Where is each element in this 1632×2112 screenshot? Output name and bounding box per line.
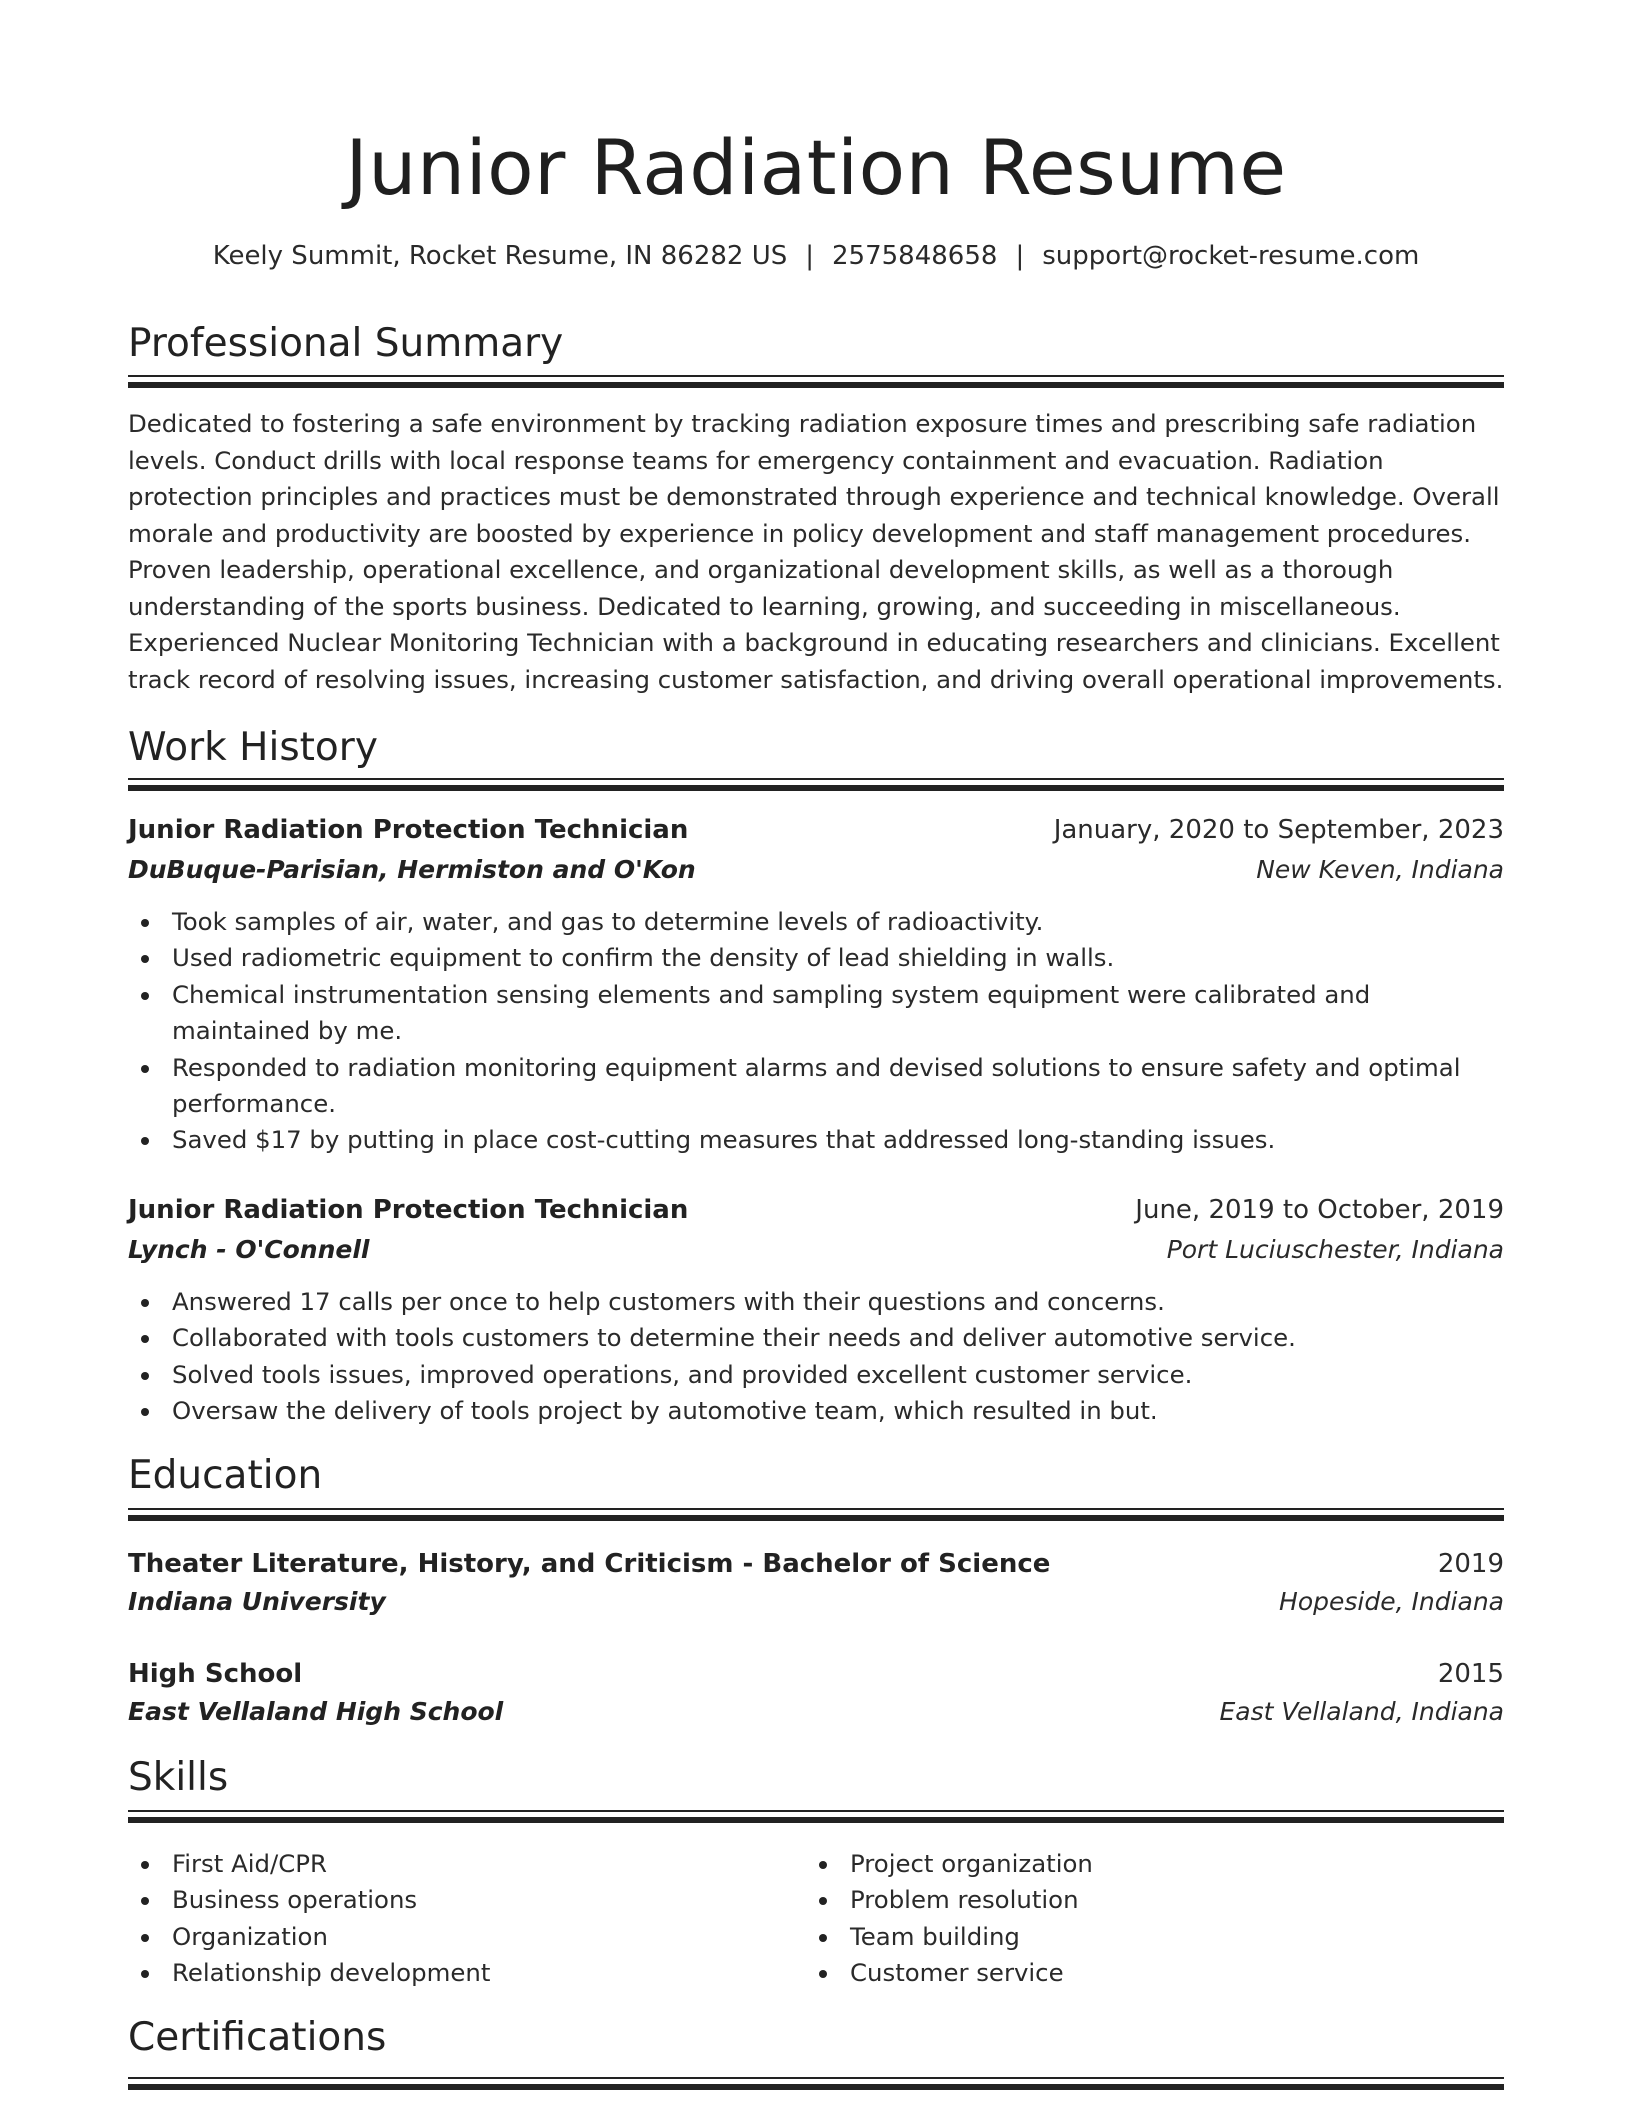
skill-item: Relationship development	[172, 1955, 808, 1991]
education-subheader	[128, 1692, 1504, 1732]
list-item: Collaborated with tools customers to determine their needs and deliver automotive service.	[172, 1320, 1504, 1356]
list-item: Chemical instrumentation sensing elements and sampling system equipment were calibrated and maintained by me.	[172, 977, 1504, 1050]
summary-text: Dedicated to fostering a safe environment by tracking radiation exposure times and prescribing safe radiation levels. Conduct drills with local response teams for emergency containment and evacuation. Radiation protection principles and practices must be demonstrated through experience and technical knowledge. Overall morale and productivity are boosted by experience in policy development and staff management procedures. Proven leadership, operational excellence, and organizational development skills, as well as a thorough understanding of the sports business. Dedicated to learning, growing, and succeeding in miscellaneous. Experienced Nuclear Monitoring Technician with a background in educating researchers and clinicians. Excellent track record of resolving issues, increasing customer satisfaction, and driving overall operational improvements.	[128, 409, 1504, 694]
section-heading-certifications: Certifications	[128, 2015, 387, 2060]
section-divider	[128, 1508, 1504, 1521]
skill-item: Customer service	[850, 1955, 1504, 1991]
job-title: Junior Radiation Protection Technician	[128, 815, 689, 845]
list-item: Used radiometric equipment to confirm the density of lead shielding in walls.	[172, 940, 1504, 976]
section-divider	[128, 778, 1504, 791]
skill-item: Organization	[172, 1919, 808, 1955]
education-school: Indiana University	[128, 1587, 386, 1616]
job-location: New Keven, Indiana	[1256, 855, 1504, 884]
education-header	[128, 1654, 1504, 1694]
education-location: Hopeside, Indiana	[1279, 1587, 1504, 1616]
skill-item: Project organization	[850, 1846, 1504, 1882]
list-item: Saved $17 by putting in place cost-cutting measures that addressed long-standing issues.	[172, 1122, 1504, 1158]
job-dates: June, 2019 to October, 2019	[1135, 1195, 1504, 1225]
list-item: Responded to radiation monitoring equipment alarms and devised solutions to ensure safety and optimal performance.	[172, 1050, 1504, 1123]
education-header	[128, 1544, 1504, 1584]
section-heading-summary: Professional Summary	[128, 321, 564, 366]
contact-separator: |	[805, 241, 815, 271]
skills-list-right	[806, 1846, 1504, 1992]
job-employer: DuBuque-Parisian, Hermiston and O'Kon	[128, 855, 696, 884]
skill-item: Business operations	[172, 1882, 808, 1918]
contact-separator: |	[1015, 241, 1025, 271]
list-item: Oversaw the delivery of tools project by automotive team, which resulted in but.	[172, 1393, 1504, 1429]
education-year: 2015	[1437, 1659, 1504, 1689]
list-item: Solved tools issues, improved operations, and provided excellent customer service.	[172, 1357, 1504, 1393]
skill-item: Problem resolution	[850, 1882, 1504, 1918]
education-degree: High School	[128, 1659, 303, 1689]
job-header	[128, 810, 1504, 850]
job-title: Junior Radiation Protection Technician	[128, 1195, 689, 1225]
contact-address: Keely Summit, Rocket Resume, IN 86282 US	[212, 241, 788, 271]
job-dates: January, 2020 to September, 2023	[1053, 815, 1504, 845]
skills-list-left	[128, 1846, 808, 1992]
job-employer: Lynch - O'Connell	[128, 1235, 370, 1264]
education-school: East Vellaland High School	[128, 1697, 504, 1726]
job-bullets	[128, 904, 1504, 1159]
education-location: East Vellaland, Indiana	[1219, 1697, 1504, 1726]
contact-line	[128, 236, 1504, 276]
contact-phone: 2575848658	[832, 241, 998, 271]
job-bullets	[128, 1284, 1504, 1430]
section-divider	[128, 1810, 1504, 1823]
section-heading-skills: Skills	[128, 1755, 229, 1800]
section-divider	[128, 2077, 1504, 2090]
job-subheader	[128, 850, 1504, 890]
job-header	[128, 1190, 1504, 1230]
education-degree: Theater Literature, History, and Criticism - Bachelor of Science	[128, 1549, 1051, 1579]
list-item: Took samples of air, water, and gas to determine levels of radioactivity.	[172, 904, 1504, 940]
skill-item: Team building	[850, 1919, 1504, 1955]
list-item: Answered 17 calls per once to help customers with their questions and concerns.	[172, 1284, 1504, 1320]
job-location: Port Luciuschester, Indiana	[1166, 1235, 1504, 1264]
resume-title: Junior Radiation Resume	[345, 123, 1287, 212]
section-heading-work-history: Work History	[128, 725, 378, 770]
education-subheader	[128, 1582, 1504, 1622]
skill-item: First Aid/CPR	[172, 1846, 808, 1882]
job-subheader	[128, 1230, 1504, 1270]
section-divider	[128, 375, 1504, 388]
education-year: 2019	[1437, 1549, 1504, 1579]
section-heading-education: Education	[128, 1453, 323, 1498]
skills-columns	[128, 1846, 1504, 2006]
contact-email[interactable]: support@rocket-resume.com	[1042, 241, 1420, 271]
